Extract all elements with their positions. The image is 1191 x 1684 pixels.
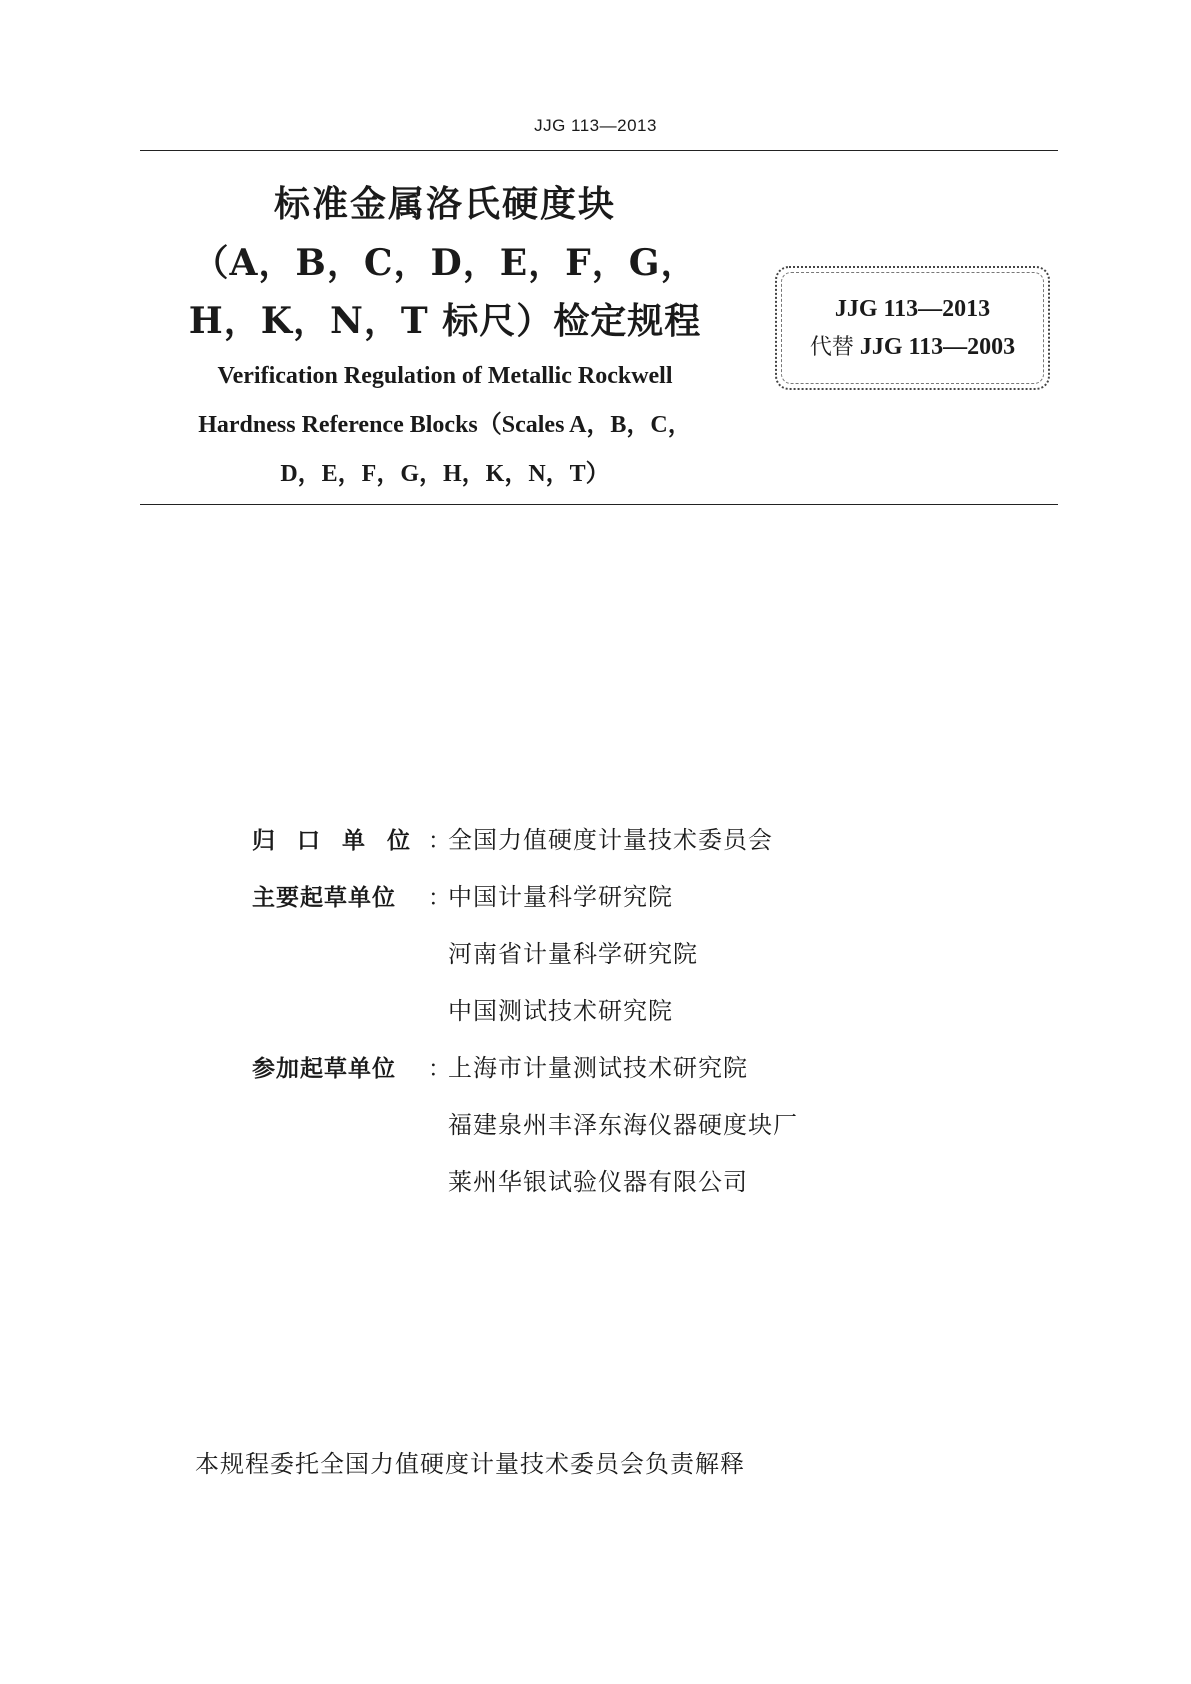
regulation-code: JJG 113—2013: [834, 296, 991, 322]
org-row: [252, 1105, 798, 1162]
replaces-line: [777, 328, 1048, 367]
bottom-rule: [140, 504, 1058, 505]
org-label: 主要起草单位: [252, 885, 396, 911]
org-row: [252, 1162, 798, 1219]
org-value: 莱州华银试验仪器有限公司: [448, 1168, 748, 1196]
replaces-prefix: 代替: [809, 335, 854, 360]
zh-title-line-1: 标准金属洛氏硬度块: [273, 184, 616, 225]
title-block: [160, 176, 730, 497]
org-value: 全国力值硬度计量技术委员会: [448, 826, 773, 854]
org-row: 参加起草单位 ： 上海市计量测试技术研究院: [252, 1048, 798, 1105]
replaced-code: JJG 113—2003: [859, 334, 1016, 360]
org-row: [252, 991, 798, 1048]
regulation-code-box: [775, 266, 1050, 390]
org-row: 归口单位 ： 全国力值硬度计量技术委员会: [252, 820, 798, 877]
org-value: 河南省计量科学研究院: [448, 940, 698, 968]
zh-title-line-3: H，K，N，T 标尺）检定规程: [188, 300, 702, 342]
org-row: 主要起草单位 ： 中国计量科学研究院: [252, 877, 798, 934]
en-title-line-3: D，E，F，G，H，K，N，T）: [280, 461, 610, 487]
top-rule: [140, 150, 1058, 151]
org-value: 中国计量科学研究院: [448, 883, 673, 911]
organization-list: [252, 820, 798, 1219]
en-title-line-1: Verification Regulation of Metallic Rockwell: [217, 363, 673, 389]
org-label: 参加起草单位: [252, 1056, 396, 1082]
en-title-line-2: Hardness Reference Blocks（Scales A，B，C，: [198, 412, 692, 438]
org-row: [252, 934, 798, 991]
interpretation-note: 本规程委托全国力值硬度计量技术委员会负责解释: [195, 1450, 745, 1478]
org-value: 福建泉州丰泽东海仪器硬度块厂: [448, 1111, 798, 1139]
running-header-code: JJG 113—2013: [534, 116, 657, 135]
org-value: 中国测试技术研究院: [448, 997, 673, 1025]
zh-title-line-2: （A，B，C，D，E，F，G，: [192, 242, 698, 284]
org-value: 上海市计量测试技术研究院: [448, 1054, 748, 1082]
org-label: 归口单位: [252, 828, 432, 854]
